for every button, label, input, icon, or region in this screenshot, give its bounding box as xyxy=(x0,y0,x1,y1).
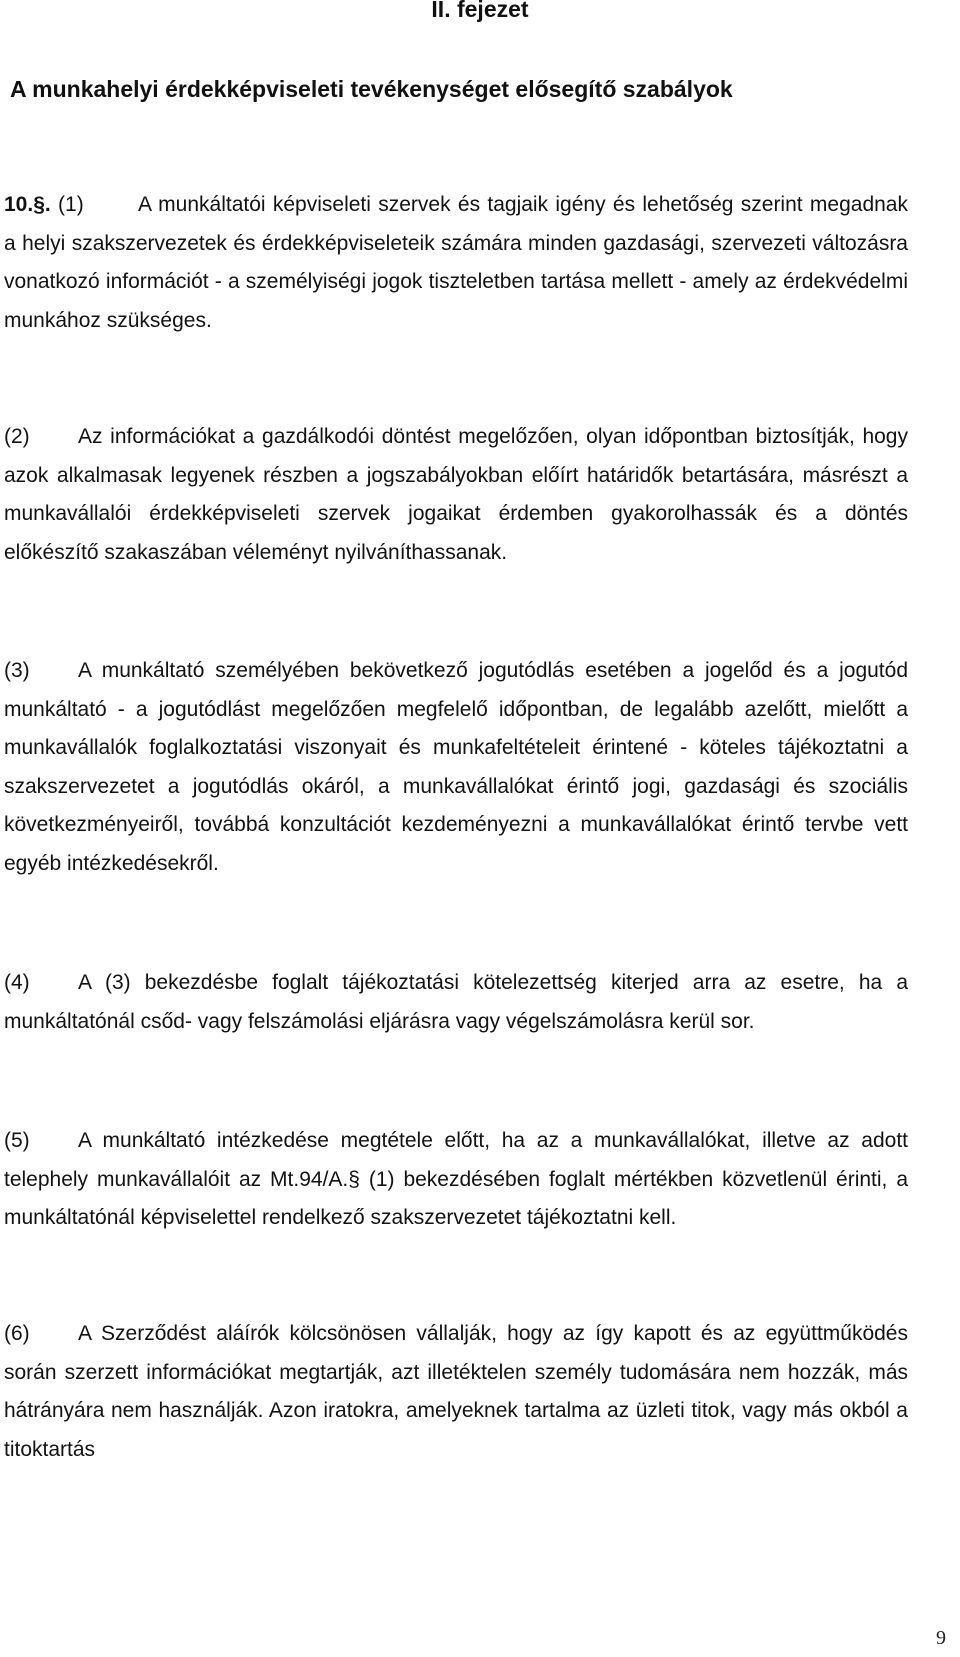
page-number: 9 xyxy=(936,1627,946,1649)
section-title: A munkahelyi érdekképviseleti tevékenységet elősegítő szabályok xyxy=(10,76,733,102)
paragraph-text: Az információkat a gazdálkodói döntést megelőzően, olyan időpontban biztosítják, hogy azok alkalmasak legyenek részben a jogszabályokban előírt határidők betartására, másrészt a munkavállalói érdekképviseleti szervek jogaikat érdemben gyakorolhassák és a döntés előkészítő szakaszában véleményt nyilváníthassanak. xyxy=(4,425,908,564)
paragraph-text: A (3) bekezdésbe foglalt tájékoztatási kötelezettség kiterjed arra az esetre, ha a munkáltatónál csőd- vagy felszámolási eljárásra vagy végelszámolásra kerül sor. xyxy=(4,971,908,1033)
paragraph-number: (3) xyxy=(4,659,30,682)
section-number: 10.§. xyxy=(4,193,51,216)
paragraph-5 xyxy=(4,1122,908,1238)
paragraph-text: A munkáltató intézkedése megtétele előtt, ha az a munkavállalókat, illetve az adott telephely munkavállalóit az Mt.94/A.§ (1) bekezdésében foglalt mértékben közvetlenül érinti, a munkáltatónál képviselettel rendelkező szakszervezetet tájékoztatni kell. xyxy=(4,1129,908,1230)
paragraph-4 xyxy=(4,964,908,1041)
paragraph-text: A munkáltatói képviseleti szervek és tagjaik igény és lehetőség szerint megadnak a helyi szakszervezetek és érdekképviseleteik számára minden gazdasági, szervezeti változásra vonatkozó információt - a személyiségi jogok tiszteletben tartása mellett - amely az érdekvédelmi munkához szükséges. xyxy=(4,193,908,332)
paragraph-number: (6) xyxy=(4,1322,30,1345)
paragraph-text: A munkáltató személyében bekövetkező jogutódlás esetében a jogelőd és a jogutód munkáltató - a jogutódlást megelőzően megfelelő időpontban, de legalább azelőtt, mielőtt a munkavállalók foglalkoztatási viszonyait és munkafeltételeit érintené - köteles tájékoztatni a szakszervezetet a jogutódlás okáról, a munkavállalókat érintő jogi, gazdasági és szociális következményeiről, továbbá konzultációt kezdeményezni a munkavállalókat érintő tervbe vett egyéb intézkedésekről. xyxy=(4,659,908,875)
paragraph-number: (2) xyxy=(4,425,30,448)
chapter-heading: II. fejezet xyxy=(431,0,529,22)
paragraph-2 xyxy=(4,418,908,572)
paragraph-3 xyxy=(4,652,908,884)
paragraph-1 xyxy=(4,186,908,340)
paragraph-number: (4) xyxy=(4,971,30,994)
paragraph-number: (5) xyxy=(4,1129,30,1152)
paragraph-6 xyxy=(4,1315,908,1469)
paragraph-number: (1) xyxy=(58,193,84,216)
paragraph-text: A Szerződést aláírók kölcsönösen vállalják, hogy az így kapott és az együttműködés során szerzett információkat megtartják, azt illetéktelen személy tudomására nem hozzák, más hátrányára nem használják. Azon iratokra, amelyeknek tartalma az üzleti titok, vagy más okból a titoktartás xyxy=(4,1322,908,1461)
